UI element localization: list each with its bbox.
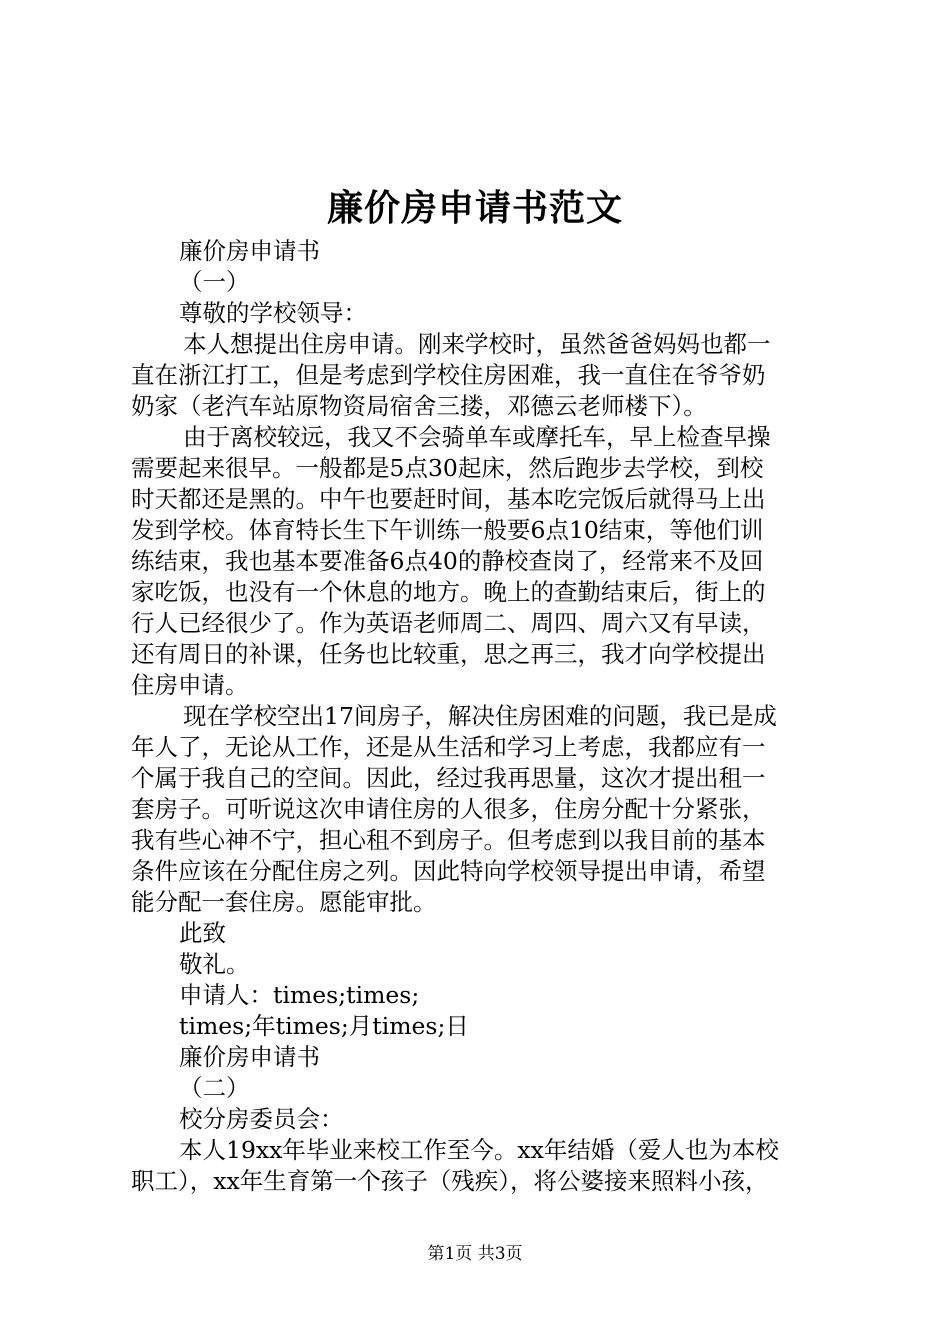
paragraph-line: 套房子。可听说这次申请住房的人很多，住房分配十分紧张， <box>131 795 766 823</box>
applicant-line: 申请人：times;times; <box>179 981 420 1009</box>
section-number: （二） <box>179 1074 250 1102</box>
closing-line: 此致 <box>179 919 226 947</box>
paragraph-line: 能分配一套住房。愿能审批。 <box>131 888 437 916</box>
date-line: times;年times;月times;日 <box>179 1012 469 1040</box>
document-body <box>131 236 831 1197</box>
paragraph-line: 行人已经很少了。作为英语老师周二、周四、周六又有早读， <box>131 609 766 637</box>
salutation: 校分房委员会： <box>179 1105 344 1133</box>
page-number-footer: 第1页 共3页 <box>427 1244 523 1264</box>
paragraph-line: 本人想提出住房申请。刚来学校时，虽然爸爸妈妈也都一 <box>183 330 771 358</box>
salutation: 尊敬的学校领导： <box>179 299 367 327</box>
paragraph-line: 住房申请。 <box>131 671 249 699</box>
section-heading: 廉价房申请书 <box>179 1043 320 1071</box>
section-number: （一） <box>179 268 250 296</box>
closing-line: 敬礼。 <box>179 950 250 978</box>
paragraph-line: 本人19xx年毕业来校工作至今。xx年结婚（爱人也为本校 <box>179 1136 779 1164</box>
paragraph-line: 奶家（老汽车站原物资局宿舍三搂，邓德云老师楼下）。 <box>131 392 707 420</box>
paragraph-line: 职工），xx年生育第一个孩子（残疾），将公婆接来照料小孩， <box>131 1167 769 1195</box>
section-heading: 廉价房申请书 <box>179 237 320 265</box>
paragraph-line: 练结束，我也基本要准备6点40的静校查岗了，经常来不及回 <box>131 547 764 575</box>
paragraph-line: 还有周日的补课，任务也比较重，思之再三，我才向学校提出 <box>131 640 766 668</box>
paragraph-line: 年人了，无论从工作，还是从生活和学习上考虑，我都应有一 <box>131 733 766 761</box>
paragraph-line: 直在浙江打工，但是考虑到学校住房困难，我一直住在爷爷奶 <box>131 361 766 389</box>
paragraph-line: 家吃饭，也没有一个休息的地方。晚上的查勤结束后，街上的 <box>131 578 766 606</box>
paragraph-line: 由于离校较远，我又不会骑单车或摩托车，早上检查早操 <box>183 423 771 451</box>
paragraph-line: 条件应该在分配住房之列。因此特向学校领导提出申请，希望 <box>131 857 766 885</box>
paragraph-line: 发到学校。体育特长生下午训练一般要6点10结束，等他们训 <box>131 516 764 544</box>
paragraph-line: 现在学校空出17间房子，解决住房困难的问题，我已是成 <box>183 702 777 730</box>
paragraph-line: 我有些心神不宁，担心租不到房子。但考虑到以我目前的基本 <box>131 826 766 854</box>
document-title: 廉价房申请书范文 <box>326 187 623 229</box>
paragraph-line: 个属于我自己的空间。因此，经过我再思量，这次才提出租一 <box>131 764 766 792</box>
paragraph-line: 需要起来很早。一般都是5点30起床，然后跑步去学校，到校 <box>131 454 764 482</box>
paragraph-line: 时天都还是黑的。中午也要赶时间，基本吃完饭后就得马上出 <box>131 485 766 513</box>
